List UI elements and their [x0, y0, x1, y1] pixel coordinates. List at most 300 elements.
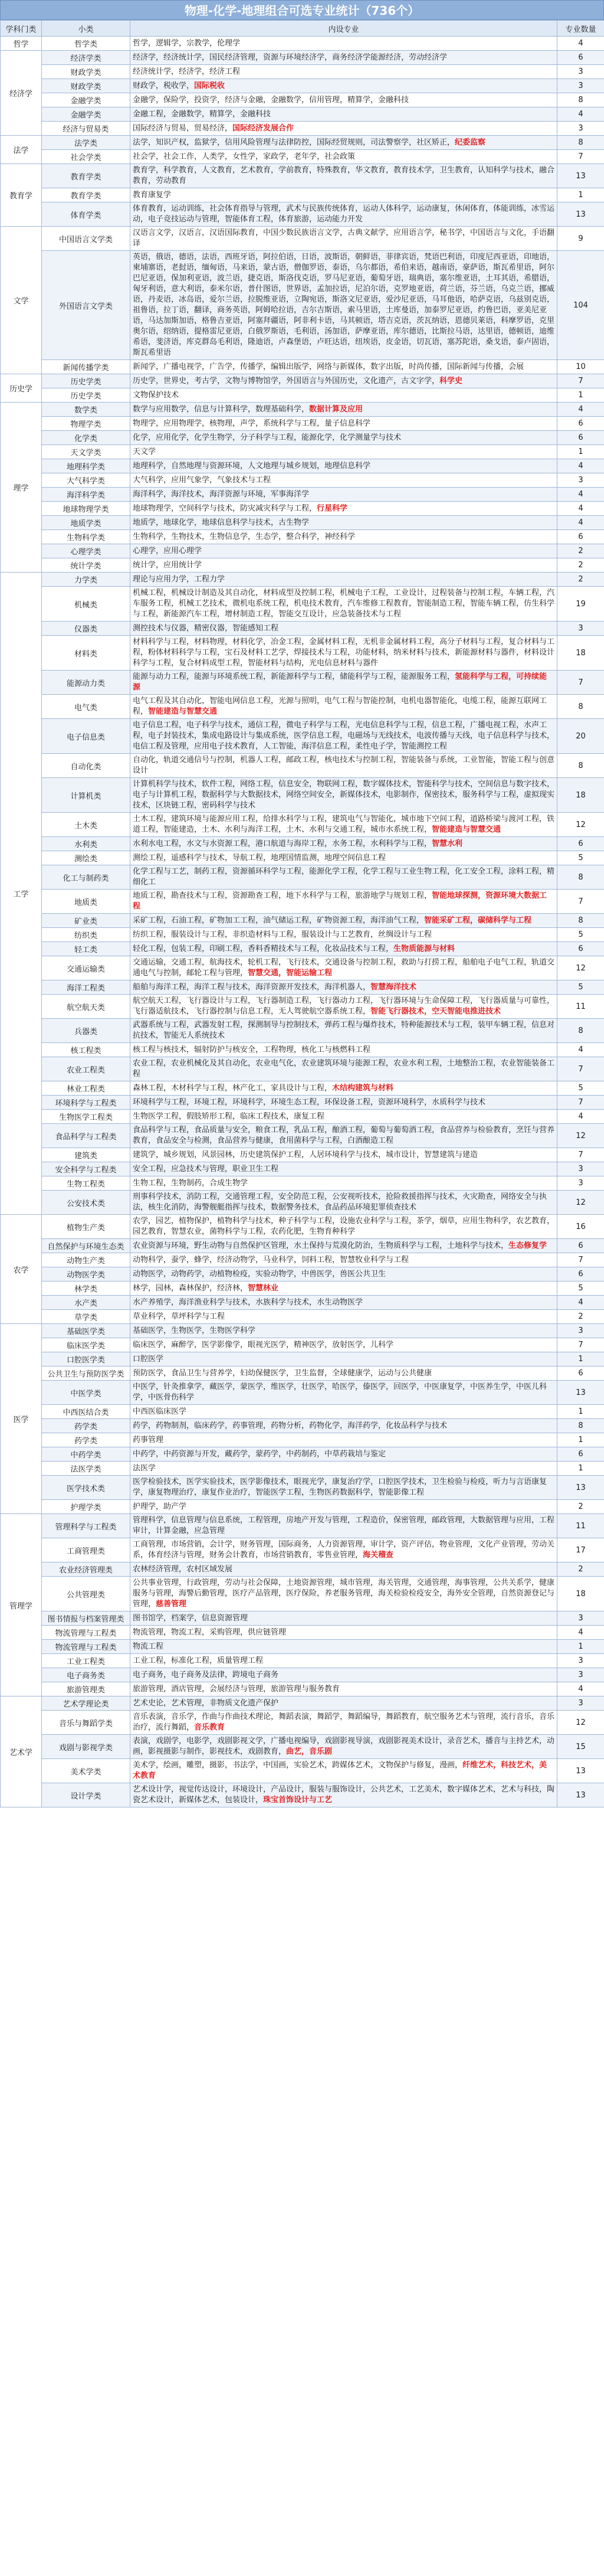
count-cell: 2 [557, 573, 604, 587]
majors-cell [130, 1538, 557, 1562]
majors-cell [130, 473, 557, 488]
majors-cell [130, 445, 557, 459]
count-cell: 1 [557, 445, 604, 459]
table-row [1, 1577, 604, 1611]
highlighted-major: 智慧林业 [248, 1283, 279, 1293]
major-text: 护理学，助产学 [133, 1502, 187, 1511]
count-cell: 7 [557, 890, 604, 914]
count-cell: 13 [557, 1759, 604, 1783]
majors-cell [130, 1057, 557, 1081]
table-row [1, 1367, 604, 1381]
subclass-cell: 生物科学类 [42, 530, 130, 544]
count-cell: 2 [557, 1562, 604, 1577]
majors-cell [130, 1640, 557, 1654]
major-text: 草业科学，草坪科学与工程 [133, 1312, 225, 1321]
highlighted-major: 国际经济发展合作 [232, 123, 294, 133]
subclass-cell: 生物医学工程类 [42, 1110, 130, 1124]
count-cell: 4 [557, 502, 604, 516]
table-row [1, 622, 604, 636]
count-cell: 6 [557, 431, 604, 445]
subclass-cell: 水利类 [42, 837, 130, 851]
subclass-cell: 工业工程类 [42, 1654, 130, 1668]
major-text: 轻化工程，包装工程，印刷工程，香料香精技术与工程，化妆品技术与工程， [133, 944, 394, 953]
table-row [1, 1759, 604, 1783]
major-text: 武器系统与工程，武器发射工程，探测制导与控制技术，弹药工程与爆炸技术，特种能源技术与工程，装甲车辆工程，信息对抗技术，智能无人系统技术 [133, 1021, 555, 1040]
majors-cell [130, 1462, 557, 1476]
subclass-cell: 地球物理学类 [42, 502, 130, 516]
highlighted-major: 纪委监察 [455, 138, 486, 147]
count-cell: 6 [557, 530, 604, 544]
subclass-cell: 草学类 [42, 1310, 130, 1324]
major-text: 测控技术与仪器，精密仪器，智能感知工程 [133, 623, 279, 633]
subclass-cell: 口腔医学类 [42, 1352, 130, 1367]
majors-cell [130, 719, 557, 754]
subclass-cell: 中医学类 [42, 1381, 130, 1405]
count-cell: 3 [557, 65, 604, 79]
table-row [1, 251, 604, 360]
category-cell: 文学 [1, 227, 42, 374]
subclass-cell: 公安技术类 [42, 1191, 130, 1215]
table-row [1, 1310, 604, 1324]
subclass-cell: 计算机类 [42, 778, 130, 813]
major-text: 地质学，地球化学，地球信息科学与技术，古生物学 [133, 518, 310, 527]
major-text: 地理科学，自然地理与资源环境，人文地理与城乡规划，地理信息科学 [133, 461, 371, 470]
count-cell: 6 [557, 1239, 604, 1253]
subclass-cell: 地质学类 [42, 516, 130, 530]
header-majors: 内设专业 [130, 21, 557, 37]
major-text: 工商管理，市场营销，会计学，财务管理，国际商务，人力资源管理，审计学，资产评估，物业管理，文化产业管理，劳动关系，体育经济与管理，财务会计教育，市场营销教育，零售业管理， [133, 1540, 555, 1560]
table-row [1, 1096, 604, 1110]
highlighted-major: 慈善管理 [156, 1600, 187, 1609]
highlighted-major: 智能建造与智慧交通 [432, 825, 501, 834]
subclass-cell: 能源动力类 [42, 671, 130, 695]
highlighted-major: 木结构建筑与材料 [332, 1083, 394, 1093]
majors-cell [130, 1124, 557, 1148]
count-cell: 7 [557, 1096, 604, 1110]
subclass-cell: 经济学类 [42, 51, 130, 65]
majors-cell [130, 488, 557, 502]
highlighted-major: 数据计算及应用 [309, 404, 363, 414]
table-row [1, 1735, 604, 1759]
table-body [1, 37, 604, 1807]
major-text: 交通运输，交通工程，航海技术，轮机工程，飞行技术，交通设备与控制工程，救助与打捞工程，船舶电子电气工程，轨道交通电气与控制，邮轮工程与管理， [133, 958, 555, 978]
table-row [1, 1381, 604, 1405]
table-row [1, 778, 604, 813]
subclass-cell: 金融学类 [42, 107, 130, 122]
table-row [1, 1267, 604, 1282]
major-text: 哲学，逻辑学，宗教学，伦理学 [133, 38, 241, 48]
subclass-cell: 化学类 [42, 431, 130, 445]
table-row [1, 1514, 604, 1538]
table-row [1, 1124, 604, 1148]
major-text: 纺织工程，服装设计与工程，非织造材料与工程，服装设计与工艺教育，丝绸设计与工程 [133, 930, 432, 939]
major-text: 安全工程，应急技术与管理，职业卫生工程 [133, 1164, 279, 1173]
count-cell: 4 [557, 459, 604, 473]
majors-cell [130, 1019, 557, 1043]
count-cell: 7 [557, 374, 604, 388]
table-row [1, 1057, 604, 1081]
count-cell: 1 [557, 1462, 604, 1476]
table-row [1, 1162, 604, 1176]
subclass-cell: 安全科学与工程类 [42, 1162, 130, 1176]
highlighted-major: 生物质能源与材料 [393, 944, 455, 953]
major-text: 图书馆学，档案学，信息资源管理 [133, 1613, 248, 1623]
table-row [1, 1148, 604, 1162]
majors-cell [130, 1162, 557, 1176]
count-cell: 1 [557, 1352, 604, 1367]
count-cell: 8 [557, 1019, 604, 1043]
count-cell: 4 [557, 1043, 604, 1057]
table-row [1, 79, 604, 93]
table-row [1, 1215, 604, 1239]
count-cell: 6 [557, 1367, 604, 1381]
majors-cell [130, 1367, 557, 1381]
major-text: 工业工程，标准化工程，质量管理工程 [133, 1656, 264, 1665]
major-text: 临床医学，麻醉学，医学影像学，眼视光医学，精神医学，放射医学，儿科学 [133, 1340, 394, 1349]
subclass-cell: 林学类 [42, 1282, 130, 1296]
majors-cell [130, 65, 557, 79]
subclass-cell: 历史学类 [42, 388, 130, 403]
table-row [1, 122, 604, 136]
subclass-cell: 土木类 [42, 813, 130, 837]
subclass-cell: 教育学类 [42, 188, 130, 202]
count-cell: 4 [557, 1110, 604, 1124]
majors-cell [130, 107, 557, 122]
majors-cell [130, 164, 557, 188]
highlighted-major: 智慧水利 [432, 839, 463, 848]
subclass-cell: 大气科学类 [42, 473, 130, 488]
count-cell: 5 [557, 928, 604, 942]
major-text: 药学，药物制剂，临床药学，药事管理，药物分析，药物化学，海洋药学，化妆品科学与技术 [133, 1421, 448, 1430]
table-row [1, 837, 604, 851]
major-text: 动物科学，蚕学，蜂学，经济动物学，马业科学，饲料工程，智慧牧业科学与工程 [133, 1255, 409, 1264]
majors-cell [130, 227, 557, 251]
subclass-cell: 公共管理类 [42, 1577, 130, 1611]
count-cell: 6 [557, 1267, 604, 1282]
count-cell: 13 [557, 202, 604, 227]
subclass-cell: 教育学类 [42, 164, 130, 188]
subclass-cell: 财政学类 [42, 79, 130, 93]
category-cell: 法学 [1, 136, 42, 164]
count-cell: 8 [557, 136, 604, 150]
highlighted-major: 氢能科学与工程，可持续能源 [133, 672, 547, 692]
majors-cell [130, 956, 557, 980]
count-cell: 4 [557, 1682, 604, 1696]
count-cell: 8 [557, 754, 604, 778]
major-text: 药事管理 [133, 1435, 164, 1444]
subclass-cell: 基础医学类 [42, 1324, 130, 1338]
majors-cell [130, 202, 557, 227]
major-text: 海洋科学，海洋技术，海洋资源与环境，军事海洋学 [133, 489, 310, 499]
table-row [1, 93, 604, 107]
table-row [1, 636, 604, 671]
subclass-cell: 历史学类 [42, 374, 130, 388]
table-row [1, 1433, 604, 1447]
subclass-cell: 电子商务类 [42, 1668, 130, 1682]
majors-cell [130, 928, 557, 942]
subclass-cell: 地理科学类 [42, 459, 130, 473]
table-row [1, 1253, 604, 1267]
major-text: 食品科学与工程，食品质量与安全，粮食工程，乳品工程，酿酒工程，葡萄与葡萄酒工程，食品营养与检验教育，烹饪与营养教育，食品安全与检测，食品营养与健康，食用菌科学与工程，白酒酿造工程 [133, 1126, 555, 1145]
major-text: 教育学，科学教育，人文教育，艺术教育，学前教育，特殊教育，华文教育，教育技术学，卫生教育，认知科学与技术，融合教育，劳动教育 [133, 166, 555, 185]
table-row [1, 37, 604, 51]
highlighted-major: 行星科学 [317, 504, 348, 513]
majors-cell [130, 251, 557, 360]
majors-cell [130, 122, 557, 136]
table-row [1, 473, 604, 488]
table-row [1, 813, 604, 837]
major-text: 农业资源与环境，野生动物与自然保护区管理，水土保持与荒漠化防治，生物质科学与工程，土地科学与技术， [133, 1241, 509, 1250]
majors-cell [130, 431, 557, 445]
count-cell: 3 [557, 1696, 604, 1711]
table-row [1, 1405, 604, 1419]
table-row [1, 459, 604, 473]
majors-cell [130, 942, 557, 956]
category-cell: 教育学 [1, 164, 42, 227]
count-cell: 18 [557, 1577, 604, 1611]
major-text: 建筑学，城乡规划，风景园林，历史建筑保护工程，人居环境科学与技术，城市设计，智慧建筑与建造 [133, 1150, 478, 1159]
table-row [1, 573, 604, 587]
majors-cell [130, 1405, 557, 1419]
table-row [1, 403, 604, 417]
table-row [1, 695, 604, 719]
count-cell: 12 [557, 1711, 604, 1735]
major-text: 体育教育，运动训练，社会体育指导与管理，武术与民族传统体育，运动人体科学，运动康复，休闲体育，体能训练，冰雪运动，电子竞技运动与管理，智能体育工程，体育旅游，运动能力开发 [133, 204, 555, 224]
count-cell: 6 [557, 1447, 604, 1462]
table-row [1, 445, 604, 459]
majors-cell [130, 573, 557, 587]
category-cell: 医学 [1, 1324, 42, 1514]
table-row [1, 65, 604, 79]
majors-cell [130, 403, 557, 417]
subclass-cell: 力学类 [42, 573, 130, 587]
major-text: 金融学，保险学，投资学，经济与金融，金融数学，信用管理，精算学，金融科技 [133, 95, 409, 104]
subclass-cell: 临床医学类 [42, 1338, 130, 1352]
subclass-cell: 物流管理与工程类 [42, 1626, 130, 1640]
count-cell: 7 [557, 671, 604, 695]
subclass-cell: 自动化类 [42, 754, 130, 778]
major-text: 核工程与核技术，辐射防护与核安全，工程物理，核化工与核燃料工程 [133, 1045, 371, 1054]
table-row [1, 1447, 604, 1462]
count-cell: 13 [557, 1381, 604, 1405]
table-row [1, 488, 604, 502]
table-row [1, 1500, 604, 1514]
count-cell: 3 [557, 79, 604, 93]
count-cell: 4 [557, 107, 604, 122]
count-cell: 13 [557, 164, 604, 188]
major-text: 新闻学，广播电视学，广告学，传播学，编辑出版学，网络与新媒体，数字出版，时尚传播，国际新闻与传播，会展 [133, 362, 524, 371]
subclass-cell: 水产类 [42, 1296, 130, 1310]
highlighted-major: 海关稽查 [363, 1551, 394, 1560]
major-text: 经济学，经济统计学，国民经济管理，资源与环境经济学，商务经济学能源经济，劳动经济学 [133, 53, 448, 62]
table-row [1, 851, 604, 865]
table-row [1, 530, 604, 544]
majors-cell [130, 1191, 557, 1215]
highlighted-major: 纤维艺术，科技艺术，美术教育 [133, 1761, 547, 1780]
count-cell: 4 [557, 1626, 604, 1640]
major-text: 物流管理，物流工程，采购管理，供应链管理 [133, 1627, 287, 1637]
count-cell: 2 [557, 1310, 604, 1324]
major-text: 艺术史论，艺术管理，非物质文化遗产保护 [133, 1698, 279, 1708]
highlighted-major: 科学史 [439, 376, 463, 385]
count-cell: 3 [557, 1654, 604, 1668]
table-row [1, 417, 604, 431]
category-cell: 管理学 [1, 1514, 42, 1696]
table-row [1, 1324, 604, 1338]
count-cell: 2 [557, 558, 604, 573]
count-cell: 1 [557, 1433, 604, 1447]
major-text: 林学，园林，森林保护，经济林， [133, 1283, 248, 1293]
major-text: 中医学，针灸推拿学，藏医学，蒙医学，维医学，壮医学，哈医学，傣医学，回医学，中医康复学，中医养生学，中医儿科学，中医骨伤科学 [133, 1382, 547, 1402]
subclass-cell: 自然保护与环境生态类 [42, 1239, 130, 1253]
count-cell: 5 [557, 980, 604, 995]
majors-cell [130, 980, 557, 995]
table-row [1, 516, 604, 530]
major-text: 船舶与海洋工程，海洋工程与技术，海洋资源开发技术，海洋机器人， [133, 982, 371, 992]
subclass-cell: 中西医结合类 [42, 1405, 130, 1419]
table-row [1, 1081, 604, 1096]
highlighted-major: 智能飞行器技术，空天智能电推进技术 [370, 1007, 501, 1016]
majors-cell [130, 459, 557, 473]
subclass-cell: 电气类 [42, 695, 130, 719]
majors-cell [130, 1043, 557, 1057]
subclass-cell: 艺术学理论类 [42, 1696, 130, 1711]
major-text: 地质工程，勘查技术与工程，资源勘查工程，地下水科学与工程，旅游地学与规划工程， [133, 891, 432, 900]
majors-cell [130, 995, 557, 1019]
majors-cell [130, 1696, 557, 1711]
majors-cell [130, 813, 557, 837]
subclass-cell: 外国语言文学类 [42, 251, 130, 360]
subclass-cell: 中药学类 [42, 1447, 130, 1462]
major-text: 经济统计学，经济学，经济工程 [133, 67, 241, 76]
header-row [1, 21, 604, 37]
majors-cell [130, 1148, 557, 1162]
count-cell: 3 [557, 1611, 604, 1626]
table-row [1, 164, 604, 188]
table-row [1, 1419, 604, 1433]
majors-cell [130, 1419, 557, 1433]
major-text: 公共事业管理，行政管理，劳动与社会保障，土地资源管理，城市管理，海关管理，交通管理，海事管理，公共关系学，健康服务与管理，海警后勤管理，医疗产品管理，医疗保险，养老服务管理，海关检验检疫安全，海外安全管理，自然资源登记与管理， [133, 1578, 555, 1609]
major-text: 化学工程与工艺，制药工程，资源循环科学与工程，能源化学工程，化学工程与工业生物工程，化工安全工程，涂料工程，精细化工 [133, 867, 555, 887]
majors-cell [130, 671, 557, 695]
subclass-cell: 交通运输类 [42, 956, 130, 980]
major-text: 美术学，绘画，雕塑，摄影，书法学，中国画，实验艺术，跨媒体艺术，文物保护与修复，漫画， [133, 1761, 463, 1770]
table-row [1, 1562, 604, 1577]
category-cell: 经济学 [1, 51, 42, 136]
subclass-cell: 心理学类 [42, 544, 130, 558]
majors-cell [130, 837, 557, 851]
major-text: 管理科学，信息管理与信息系统，工程管理，房地产开发与管理，工程造价，保密管理，邮政管理，大数据管理与应用，工程审计，计算金融，应急管理 [133, 1516, 555, 1535]
table-row [1, 1538, 604, 1562]
majors-cell [130, 587, 557, 622]
subclass-cell: 林业工程类 [42, 1081, 130, 1096]
count-cell: 12 [557, 813, 604, 837]
major-text: 基础医学，生物医学，生物医学科学 [133, 1326, 256, 1335]
table-row [1, 107, 604, 122]
category-cell: 工学 [1, 573, 42, 1215]
table-row [1, 942, 604, 956]
count-cell: 4 [557, 488, 604, 502]
highlighted-major: 音乐教育 [194, 1723, 225, 1732]
table-row [1, 1176, 604, 1191]
table-row [1, 1019, 604, 1043]
majors-cell [130, 754, 557, 778]
subclass-cell: 药学类 [42, 1433, 130, 1447]
major-text: 生物工程，生物制药，合成生物学 [133, 1178, 248, 1188]
table-row [1, 1696, 604, 1711]
subclass-cell: 财政学类 [42, 65, 130, 79]
majors-cell [130, 1081, 557, 1096]
table-row [1, 1110, 604, 1124]
major-text: 汉语言文学，汉语言，汉语国际教育，中国少数民族语言文学，古典文献学，应用语言学，秘书学，中国语言与文化，手语翻译 [133, 228, 555, 248]
table-row [1, 1239, 604, 1253]
major-text: 音乐表演，音乐学，作曲与作曲技术理论，舞蹈表演，舞蹈学，舞蹈编导，舞蹈教育，航空服务艺术与管理，流行音乐，音乐治疗，流行舞蹈， [133, 1712, 555, 1732]
count-cell: 1 [557, 188, 604, 202]
subclass-cell: 管理科学与工程类 [42, 1514, 130, 1538]
count-cell: 12 [557, 1124, 604, 1148]
subclass-cell: 物理学类 [42, 417, 130, 431]
count-cell: 13 [557, 1783, 604, 1807]
major-text: 旅游管理，酒店管理，会展经济与管理，旅游管理与服务教育 [133, 1684, 340, 1694]
majors-cell [130, 1476, 557, 1500]
highlighted-major: 智能建造与智慧交通 [148, 707, 218, 716]
category-cell: 哲学 [1, 37, 42, 51]
majors-cell [130, 914, 557, 928]
table-row [1, 865, 604, 890]
subclass-cell: 农业经济管理类 [42, 1562, 130, 1577]
majors-cell [130, 1433, 557, 1447]
count-cell: 2 [557, 544, 604, 558]
major-text: 生物医学工程，假肢矫形工程，临床工程技术，康复工程 [133, 1112, 325, 1121]
majors-cell [130, 636, 557, 671]
major-text: 电子商务，电子商务及法律，跨境电子商务 [133, 1670, 279, 1679]
subclass-cell: 环境科学与工程类 [42, 1096, 130, 1110]
table-row [1, 1640, 604, 1654]
subclass-cell: 兵器类 [42, 1019, 130, 1043]
subclass-cell: 海洋工程类 [42, 980, 130, 995]
subclass-cell: 药学类 [42, 1419, 130, 1433]
major-text: 法学，知识产权，监狱学，信用风险管理与法律防控，国际经贸规则，司法警察学，社区矫正， [133, 138, 455, 147]
count-cell: 8 [557, 914, 604, 928]
major-text: 物理学，应用物理学，核物理，声学，系统科学与工程，量子信息科学 [133, 419, 371, 428]
majors-cell [130, 502, 557, 516]
majors-cell [130, 150, 557, 164]
highlighted-major: 智慧交通，智能运输工程 [248, 969, 333, 978]
subclass-cell: 轻工类 [42, 942, 130, 956]
majors-cell [130, 530, 557, 544]
major-text: 法医学 [133, 1463, 156, 1473]
majors-cell [130, 1267, 557, 1282]
count-cell: 4 [557, 403, 604, 417]
subclass-cell: 护理学类 [42, 1500, 130, 1514]
subclass-cell: 矿业类 [42, 914, 130, 928]
majors-cell [130, 1682, 557, 1696]
subclass-cell: 法医学类 [42, 1462, 130, 1476]
subclass-cell: 医学技术类 [42, 1476, 130, 1500]
majors-cell [130, 188, 557, 202]
major-text: 电气工程及其自动化，智能电网信息工程，光源与照明，电气工程与智能控制，电机电器智能化，电缆工程，能源互联网工程， [133, 697, 547, 716]
majors-cell [130, 1577, 557, 1611]
majors-cell [130, 1626, 557, 1640]
count-cell: 5 [557, 1081, 604, 1096]
major-text: 数学与应用数学，信息与计算科学，数理基础科学， [133, 404, 310, 414]
category-cell: 农学 [1, 1215, 42, 1324]
majors-cell [130, 37, 557, 51]
count-cell: 11 [557, 995, 604, 1019]
table-row [1, 980, 604, 995]
subclass-cell: 植物生产类 [42, 1215, 130, 1239]
table-row [1, 1711, 604, 1735]
